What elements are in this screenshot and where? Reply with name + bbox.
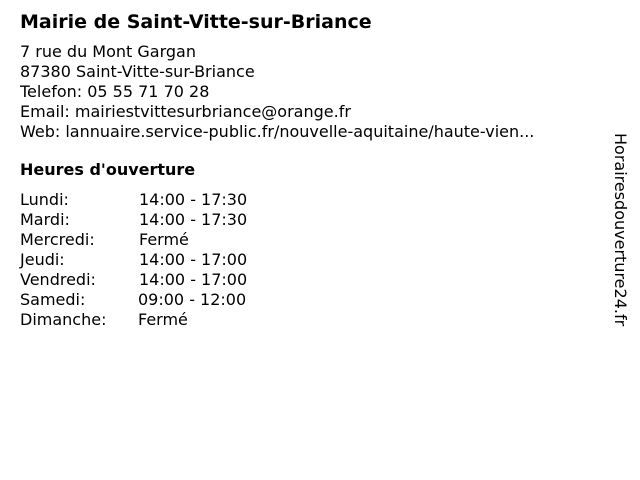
time-value: 14:00 - 17:30	[139, 190, 248, 209]
hours-heading: Heures d'ouverture	[20, 160, 196, 179]
hours-row-sunday	[20, 310, 600, 330]
time-value: 14:00 - 17:00	[139, 270, 248, 289]
time-value: 14:00 - 17:30	[139, 210, 248, 229]
hours-table	[20, 190, 600, 330]
day-label: Dimanche:	[20, 310, 107, 329]
day-label: Jeudi:	[20, 250, 65, 269]
time-value: Fermé	[138, 310, 188, 329]
hours-row-saturday	[20, 290, 600, 310]
email-line: Email: mairiestvittesurbriance@orange.fr	[20, 102, 351, 121]
hours-row-wednesday	[20, 230, 600, 250]
day-label: Lundi:	[20, 190, 69, 209]
web-line: Web: lannuaire.service-public.fr/nouvelle-aquitaine/haute-vien...	[20, 122, 535, 141]
day-label: Samedi:	[20, 290, 86, 309]
hours-row-friday	[20, 270, 600, 290]
place-title: Mairie de Saint-Vitte-sur-Briance	[20, 11, 372, 33]
time-value: Fermé	[139, 230, 189, 249]
time-value: 14:00 - 17:00	[139, 250, 248, 269]
hours-row-thursday	[20, 250, 600, 270]
site-watermark	[610, 133, 630, 373]
phone-line: Telefon: 05 55 71 70 28	[20, 82, 210, 101]
hours-row-monday	[20, 190, 600, 210]
place-card	[20, 10, 600, 330]
street-address: 7 rue du Mont Gargan	[20, 42, 196, 61]
time-value: 09:00 - 12:00	[138, 290, 247, 309]
day-label: Mardi:	[20, 210, 70, 229]
day-label: Vendredi:	[20, 270, 96, 289]
city-address: 87380 Saint-Vitte-sur-Briance	[20, 62, 255, 81]
watermark-text: Horairesdouverture24.fr	[611, 133, 630, 327]
day-label: Mercredi:	[20, 230, 95, 249]
hours-row-tuesday	[20, 210, 600, 230]
